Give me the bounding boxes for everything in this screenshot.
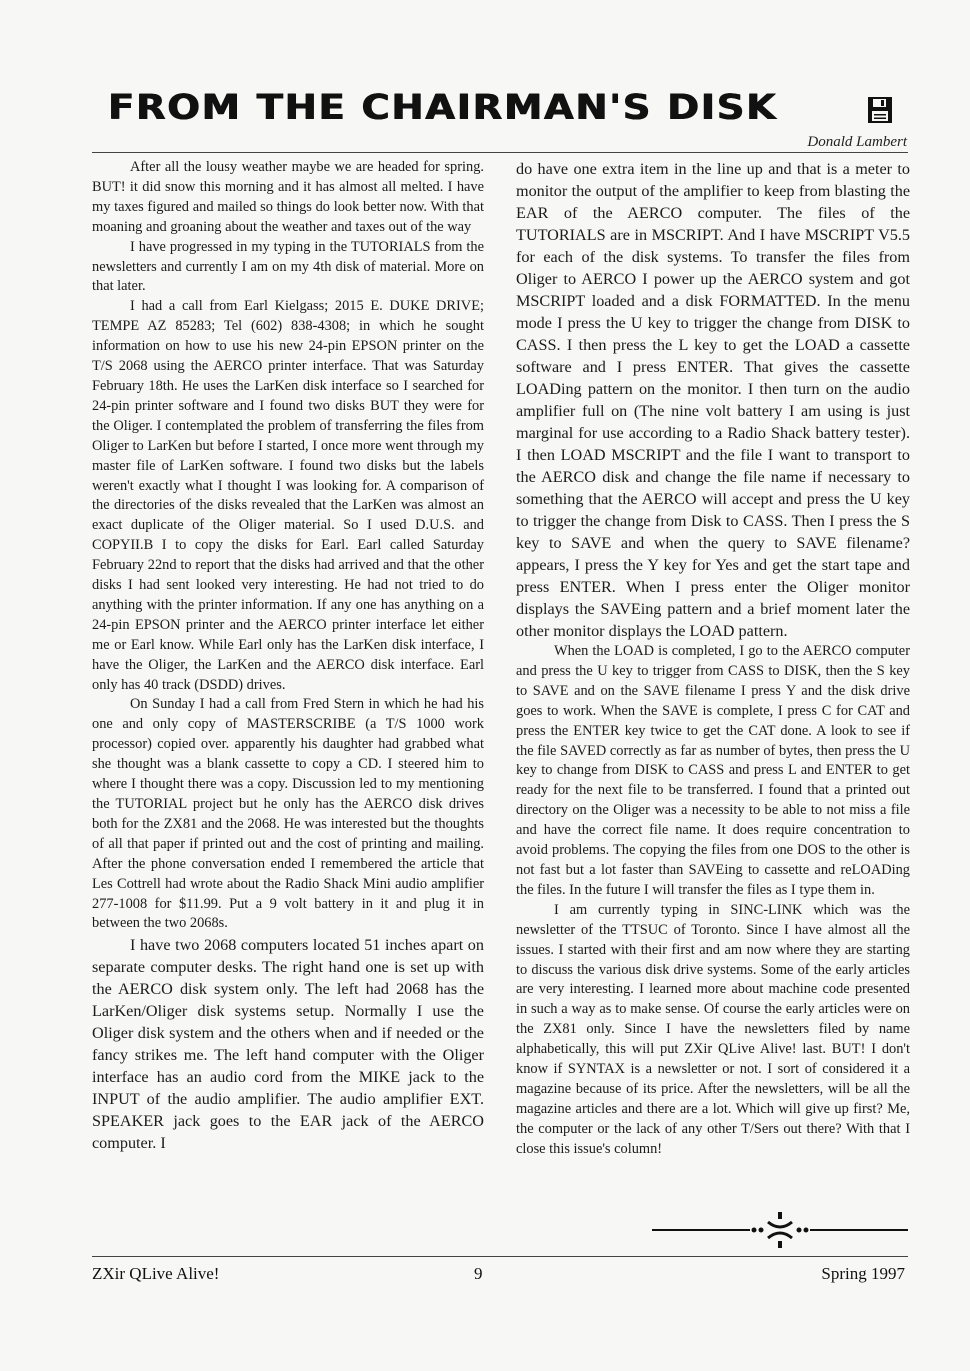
paragraph: After all the lousy weather maybe we are headed for spring. BUT! it did snow this morning and it has almost all melted. I have my taxes figured and mailed so things do look better now. With that moaning and groaning about the weather and taxes out of the way xyxy=(92,159,484,235)
paragraph: I am currently typing in SINC-LINK which was the newsletter of the TTSUC of Toronto. Since I have almost all the issues. I started with their first and am now where they are starting to discuss the various disk drive systems. Some of the early articles are very interesting. I learned more about machine code presented in such a way as to make sense. Of course the early articles were on the ZX81 only. Since I have the newsletters filed by name alphabetically, this will put ZXir QLive Alive! last. BUT! I don't know if SYNTAX is a newsletter or not. I sort of considered it a magazine because of its price. After the newsletters, will be all the magazine articles and there are a lot. Which will give up first? Me, the computer or the lack of any other T/Sers out there? With that I close this issue's column! xyxy=(516,901,910,1157)
left-column xyxy=(92,158,484,1154)
paragraph: do have one extra item in the line up and that is a meter to monitor the output of the amplifier to keep from blasting the EAR of the AERCO computer. The files of the TUTORIALS are in MSCRIPT. And I have MSCRIPT V5.5 for each of the disk systems. To transfer the files from Oliger to AERCO I power up the AERCO system and got MSCRIPT loaded and a disk FORMATTED. In the menu mode I press the U key to trigger the change from DISK to CASS. I then press the L key to get the LOAD a cassette software and I press ENTER. That gives the cassette LOADing pattern on the monitor. I then turn on the audio amplifier full on (The nine volt battery I am using is just marginal for use according to a Radio Shack battery tester). I then LOAD MSCRIPT and the file I want to transport to the AERCO disk and change the file name if necessary to something that the AERCO will accept and press the U key to trigger the change from Disk to CASS. Then I press the S key to SAVE and when the query to SAVE filename? appears, I press the Y key for Yes and get the start tape and press ENTER. When I press enter the Oliger monitor displays the SAVEing pattern and a brief moment later the other monitor displays the LOAD pattern. xyxy=(516,160,910,640)
page-number: 9 xyxy=(474,1264,483,1283)
paragraph: I had a call from Earl Kielgass; 2015 E. DUKE DRIVE; TEMPE AZ 85283; Tel (602) 838-4308; in which he sought information on how to use his new 24-pin EPSON printer on the T/S 2068 using the AERCO printer interface. That was Saturday February 18th. He uses the LarKen disk interface so I searched for 24-pin printer software and I found two disks BUT they were for the Oliger. I contemplated the problem of transferring the files from Oliger to LarKen but before I started, I once more went through my master file of LarKen software. I found two disks but the labels weren't exactly what I thought I was looking for. A comparison of the directories of the disks revealed that the LarKen was almost an exact duplicate of the Oliger material. So I used D.U.S. and COPYII.B I to copy the disks for Earl. Earl called Saturday February 22nd to report that the disks had arrived and that the other disks I had sent looked very interesting. He had not tried to do anything with the printer information. If any one has anything on a 24-pin EPSON printer and the AERCO printer interface let either me or Earl know. While Earl only has the LarKen disk interface, I have the Oliger, the LarKen and the AERCO disk interface. Earl only has 40 track (DSDD) drives. xyxy=(92,298,484,693)
header-rule xyxy=(92,152,908,153)
page-title: FROM THE CHAIRMAN'S DISK xyxy=(108,88,778,128)
end-of-article-ornament xyxy=(650,1208,910,1252)
right-column xyxy=(516,158,910,1160)
footer-rule xyxy=(92,1256,908,1257)
floppy-disk-icon xyxy=(867,96,893,124)
paragraph: I have two 2068 computers located 51 inches apart on separate computer desks. The right hand one is set up with the AERCO disk system only. The left had 2068 has the LarKen/Oliger disk systems setup. Normally I use the Oliger disk system and the others when and if needed or the fancy strikes me. The left hand computer with the Oliger interface has an audio cord from the MIKE jack to the INPUT of the audio amplifier. The audio amplifier EXT. SPEAKER jack goes to the EAR jack of the AERCO computer. I xyxy=(92,936,484,1153)
paragraph: When the LOAD is completed, I go to the AERCO computer and press the U key to trigger from CASS to DISK, then the S key to SAVE and on the SAVE filename I press Y and the disk drive goes to work. When the SAVE is complete, I press C for CAT and press the ENTER key twice to get the CAT done. A look to see if the file SAVED correctly as far as number of bytes, then press the U key to change from DISK to CASS and press L and ENTER to get ready for the next file to be transferred. I found that a printed out directory on the Oliger was a necessity to be able to not miss a file and have the correct file name. It does require concentration to avoid problems. The copying the files from one DOS to the other is not fast but a lot faster than SAVEing to cassette and reLOADing the files. In the future I will transfer the files as I type them in. xyxy=(516,643,910,898)
paragraph: I have progressed in my typing in the TUTORIALS from the newsletters and currently I am on my 4th disk of material. More on that later. xyxy=(92,238,484,295)
author-byline: Donald Lambert xyxy=(807,134,907,150)
publication-name: ZXir QLive Alive! xyxy=(92,1264,220,1283)
paragraph: On Sunday I had a call from Fred Stern in which he had his one and only copy of MASTERSCRIBE (a T/S 1000 work processor) copied over. apparently his daughter had grabbed what she thought was a blank cassette to copy a CD. I steered him to where I thought there was a copy. Discussion led to my mentioning the TUTORIAL project but he only has the AERCO disk drives both for the ZX81 and the 2068. He was interested but the thoughts of all that paper if printed out and the cost of printing and mailing. After the phone conversation ended I remembered the article that Les Cottrell had wrote about the Radio Shack Mini audio amplifier 277-1008 for $11.99. Put a 9 volt battery in it and plug it in between the two 2068s. xyxy=(92,696,484,932)
issue-date: Spring 1997 xyxy=(821,1264,905,1283)
